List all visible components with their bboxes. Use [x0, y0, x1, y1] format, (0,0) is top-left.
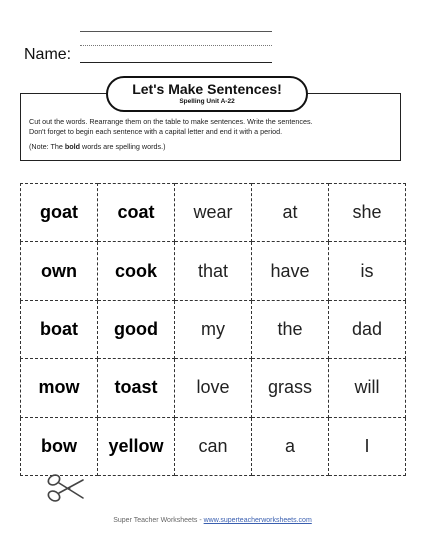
word-card[interactable]: will — [329, 359, 406, 417]
word-card[interactable]: the — [252, 300, 329, 358]
word-card[interactable]: my — [175, 300, 252, 358]
name-label: Name: — [24, 46, 72, 63]
word-card[interactable]: can — [175, 417, 252, 475]
note-bold-word: bold — [64, 142, 80, 151]
word-row — [21, 417, 406, 475]
word-card[interactable]: boat — [21, 300, 98, 358]
word-card[interactable]: good — [98, 300, 175, 358]
note-suffix: words are spelling words.) — [80, 142, 166, 151]
word-card[interactable]: cook — [98, 242, 175, 300]
instructions-line-1: Cut out the words. Rearrange them on the table to make sentences. Write the sentences. — [29, 117, 313, 126]
word-card[interactable]: mow — [21, 359, 98, 417]
word-card[interactable]: goat — [21, 184, 98, 242]
instructions-note — [29, 142, 392, 152]
word-card[interactable]: coat — [98, 184, 175, 242]
word-row — [21, 300, 406, 358]
name-field[interactable] — [80, 62, 272, 63]
word-card[interactable]: that — [175, 242, 252, 300]
word-card[interactable]: she — [329, 184, 406, 242]
word-card[interactable]: toast — [98, 359, 175, 417]
word-card[interactable]: own — [21, 242, 98, 300]
footer-credit: Super Teacher Worksheets - — [113, 517, 204, 524]
word-card[interactable]: dad — [329, 300, 406, 358]
footer-website-link[interactable]: www.superteacherworksheets.com — [203, 517, 312, 524]
word-card-grid — [20, 183, 406, 476]
word-card[interactable]: a — [252, 417, 329, 475]
word-card[interactable]: have — [252, 242, 329, 300]
word-card[interactable]: I — [329, 417, 406, 475]
note-prefix: (Note: The — [29, 142, 65, 151]
worksheet-subtitle: Spelling Unit A-22 — [179, 98, 235, 105]
word-card[interactable]: bow — [21, 417, 98, 475]
footer — [0, 517, 425, 524]
word-row — [21, 184, 406, 242]
word-card[interactable]: is — [329, 242, 406, 300]
word-card[interactable]: yellow — [98, 417, 175, 475]
word-card[interactable]: wear — [175, 184, 252, 242]
word-row — [21, 242, 406, 300]
instructions-line-2: Don't forget to begin each sentence with a capital letter and end it with a period. — [29, 127, 283, 136]
name-guide-line-top — [80, 31, 272, 32]
word-card[interactable]: love — [175, 359, 252, 417]
word-card[interactable]: grass — [252, 359, 329, 417]
name-guide-line-middle — [80, 45, 272, 46]
worksheet-title: Let's Make Sentences! — [132, 81, 282, 97]
word-card[interactable]: at — [252, 184, 329, 242]
worksheet-title-banner — [106, 76, 308, 112]
scissors-icon — [46, 472, 86, 506]
word-row — [21, 359, 406, 417]
